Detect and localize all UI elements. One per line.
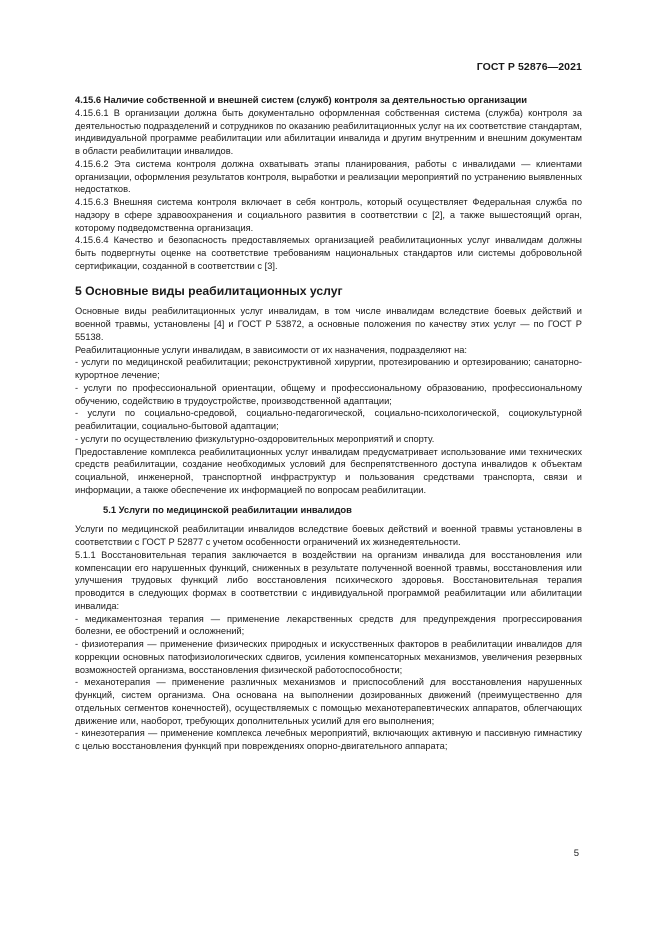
section-5-1-list-item: - физиотерапия — применение физических природных и искусственных факторов в реабилитации инвалидов для коррекции основных патофизиологических сдвигов, усиления компенсаторных механизмов, увеличения резервных возможностей организма, восстановления физической работоспособности; — [75, 639, 582, 675]
section-5-list-item: - услуги по профессиональной ориентации, общему и профессиональному образованию, профессиональному обучению, содействию в трудоустройстве, производственной адаптации; — [75, 382, 582, 406]
section-5-paragraph: Предоставление комплекса реабилитационных услуг инвалидам предусматривает использование ими технических средств реабилитации, создание необходимых условий для беспрепятственного доступа инвалидов к объектам социальной, инженерной, транспортной инфраструктур и пользования средствами транспорта, связи и информации, а также обеспечение их информацией по вопросам реабилитации. — [75, 446, 582, 495]
page-content — [75, 94, 582, 753]
section-5-paragraph: Реабилитационные услуги инвалидам, в зависимости от их назначения, подразделяют на: — [75, 344, 467, 355]
section-5-1-list-item: - кинезотерапия — применение комплекса лечебных мероприятий, включающих активную и пассивную гимнастику с целью восстановления функций при повреждениях опорно-двигательного аппарата; — [75, 728, 582, 751]
paragraph-4-15-6-3: 4.15.6.3 Внешняя система контроля включает в себя контроль, который осуществляет Федеральная служба по надзору в сфере здравоохранения и социального развития в соответствии с [2], а также вышестоящий орган, которому подведомственна организация. — [75, 197, 582, 233]
heading-4-15-6: 4.15.6 Наличие собственной и внешней систем (служб) контроля за деятельностью организации — [75, 94, 528, 105]
section-5-paragraph: Основные виды реабилитационных услуг инвалидам, в том числе инвалидам вследствие боевых действий и военной травмы, установлены [4] и ГОСТ Р 53872, а основные положения по качеству этих услуг — по ГОСТ Р 55138. — [75, 306, 582, 342]
page-number: 5 — [573, 848, 579, 859]
paragraph-5-1-1: 5.1.1 Восстановительная терапия заключается в воздействии на организм инвалида для восстановления или компенсации его нарушенных функций, сниженных в результате полученной военной травмы, восстановления или улучшения трудовых функций либо восстановления психического здоровья. Восстановительная терапия проводится в следующих формах в соответствии с индивидуальной программой реабилитации или абилитации инвалида: — [75, 549, 582, 611]
section-5-heading: 5 Основные виды реабилитационных услуг — [75, 283, 343, 298]
section-5-1-list-item: - механотерапия — применение различных механизмов и приспособлений для восстановления нарушенных функций, систем организма. Она основана на выполнении дозированных движений (преимущественно для отдельных сегментов конечностей), осуществляемых с помощью механотерапевтических аппаратов, облегчающих движение или, наоборот, требующих дополнительных усилий для его выполнения; — [75, 677, 582, 726]
section-5-list-item: - услуги по медицинской реабилитации; реконструктивной хирургии, протезированию и ортезированию; санаторно-курортное лечение; — [75, 357, 582, 380]
paragraph-4-15-6-4: 4.15.6.4 Качество и безопасность предоставляемых организацией реабилитационных услуг инвалидам должны быть подвергнуты оценке на соответствие требованиям национальных стандартов или системы добровольной сертификации, созданной в соответствии с [3]. — [75, 235, 582, 271]
section-5-list-item: - услуги по осуществлению физкультурно-оздоровительных мероприятий и спорту. — [75, 433, 435, 444]
section-5-list-item: - услуги по социально-средовой, социально-педагогической, социально-психологической, социокультурной реабилитации, социально-бытовой адаптации; — [75, 408, 582, 431]
paragraph-4-15-6-1: 4.15.6.1 В организации должна быть документально оформленная собственная система (служба) контроля за деятельностью подразделений и сотрудников по оказанию реабилитационных услуг на их соответствие стандартам, индивидуальной программе реабилитации или абилитации инвалида и другим внутренним и внешним документам в области реабилитации инвалидов. — [75, 107, 582, 156]
paragraph-4-15-6-2: 4.15.6.2 Эта система контроля должна охватывать этапы планирования, работы с инвалидами — клиентами организации, оформления результатов контроля, выработки и реализации мероприятий по устранению выявленных недостатков. — [75, 158, 582, 195]
section-5-1-heading: 5.1 Услуги по медицинской реабилитации инвалидов — [103, 503, 352, 515]
section-5-1-list-item: - медикаментозная терапия — применение лекарственных средств для предупреждения прогрессирования болезни, ее обострений и осложнений; — [75, 613, 582, 637]
section-5-1-paragraph: Услуги по медицинской реабилитации инвалидов вследствие боевых действий и военной травмы установлены в соответствии с ГОСТ Р 52877 с учетом особенности ограничений их жизнедеятельности. — [75, 524, 582, 547]
document-number: ГОСТ Р 52876—2021 — [476, 61, 582, 73]
